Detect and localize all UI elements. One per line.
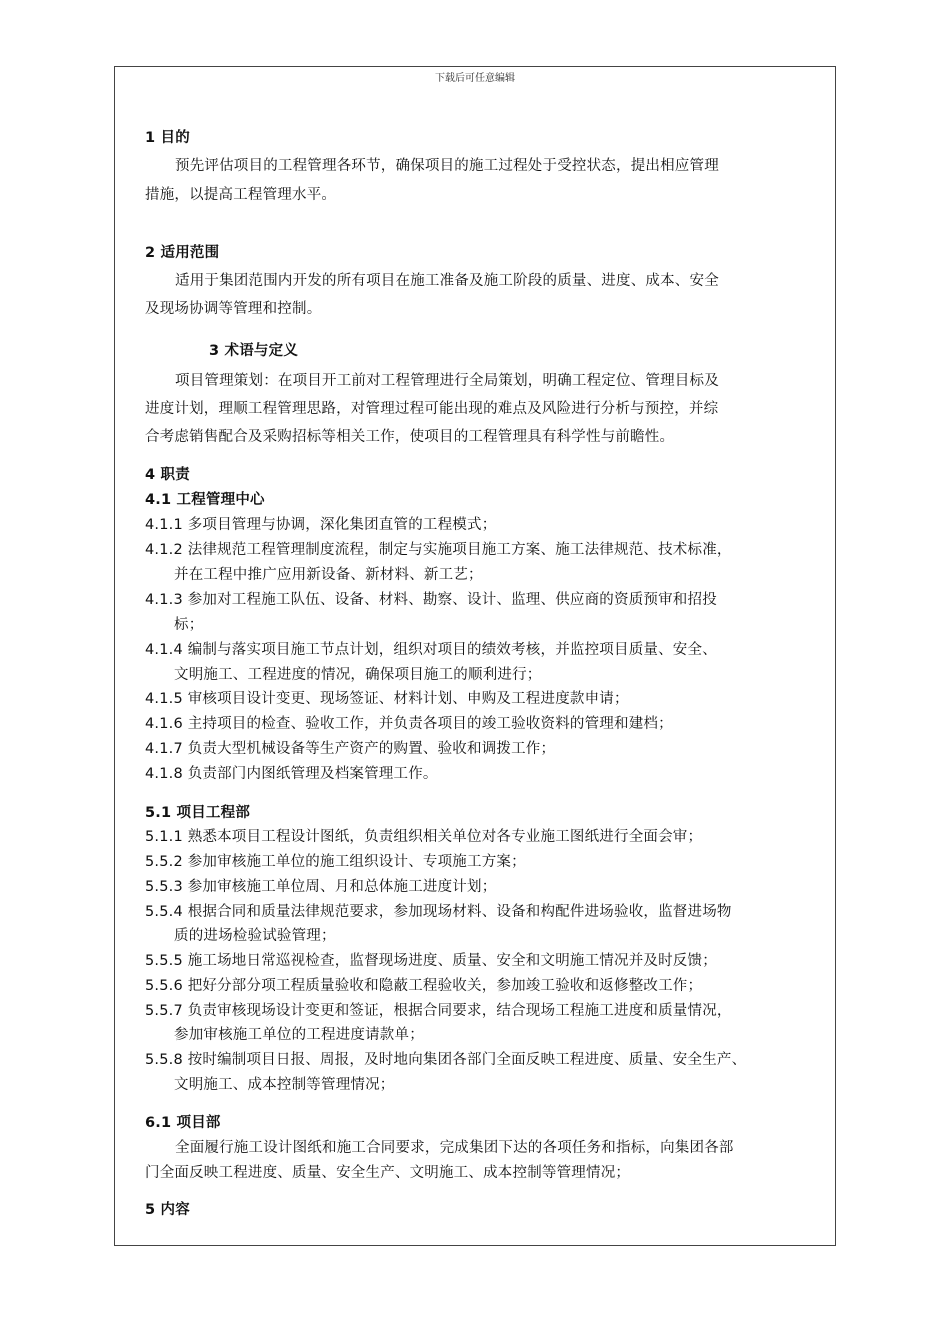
list-item: 5.1.1 熟悉本项目工程设计图纸，负责组织相关单位对各专业施工图纸进行全面会审； (145, 829, 703, 845)
section-6-para-line1: 全面履行施工设计图纸和施工合同要求，完成集团下达的各项任务和指标，向集团各部 (175, 1140, 734, 1156)
list-item: 4.1.4 编制与落实项目施工节点计划，组织对项目的绩效考核，并监控项目质量、安全、 (145, 642, 717, 658)
section-2-para-line1: 适用于集团范围内开发的所有项目在施工准备及施工阶段的质量、进度、成本、安全 (175, 273, 719, 289)
list-item: 5.5.8 按时编制项目日报、周报，及时地向集团各部门全面反映工程进度、质量、安全生产、 (145, 1052, 747, 1068)
list-item: 5.5.2 参加审核施工单位的施工组织设计、专项施工方案； (145, 854, 526, 870)
section-6-para-line2: 门全面反映工程进度、质量、安全生产、文明施工、成本控制等管理情况； (145, 1165, 631, 1181)
section-2-title: 2 适用范围 (145, 245, 220, 261)
list-item-cont: 文明施工、成本控制等管理情况； (174, 1077, 395, 1093)
section-4-1-title: 4.1 工程管理中心 (145, 492, 265, 508)
section-3-para-line1: 项目管理策划：在项目开工前对工程管理进行全局策划，明确工程定位、管理目标及 (175, 373, 719, 389)
list-item: 4.1.3 参加对工程施工队伍、设备、材料、勘察、设计、监理、供应商的资质预审和招投 (145, 592, 717, 608)
list-item-cont: 质的进场检验试验管理； (174, 928, 336, 944)
list-item: 4.1.2 法律规范工程管理制度流程，制定与实施项目施工方案、施工法律规范、技术标准， (145, 542, 732, 558)
section-1-para-line1: 预先评估项目的工程管理各环节，确保项目的施工过程处于受控状态，提出相应管理 (175, 158, 719, 174)
section-2-para-line2: 及现场协调等管理和控制。 (145, 301, 322, 317)
list-item: 4.1.1 多项目管理与协调，深化集团直管的工程模式； (145, 517, 497, 533)
list-item: 4.1.6 主持项目的检查、验收工作，并负责各项目的竣工验收资料的管理和建档； (145, 716, 673, 732)
list-item: 4.1.5 审核项目设计变更、现场签证、材料计划、申购及工程进度款申请； (145, 691, 629, 707)
section-3-para-line3: 合考虑销售配合及采购招标等相关工作，使项目的工程管理具有科学性与前瞻性。 (145, 429, 675, 445)
list-item-cont: 文明施工、工程进度的情况，确保项目施工的顺利进行； (174, 667, 542, 683)
list-item: 5.5.7 负责审核现场设计变更和签证，根据合同要求，结合现场工程施工进度和质量情况， (145, 1003, 732, 1019)
list-item-cont: 参加审核施工单位的工程进度请款单； (174, 1027, 424, 1043)
list-item: 5.5.4 根据合同和质量法律规范要求，参加现场材料、设备和构配件进场验收，监督进场物 (145, 904, 732, 920)
document-frame (114, 66, 836, 1246)
list-item-cont: 标； (174, 617, 204, 633)
section-3-para-line2: 进度计划，理顺工程管理思路，对管理过程可能出现的难点及风险进行分析与预控，并综 (145, 401, 719, 417)
section-1-title: 1 目的 (145, 130, 190, 146)
list-item: 4.1.7 负责大型机械设备等生产资产的购置、验收和调拨工作； (145, 741, 556, 757)
section-3-title: 3 术语与定义 (209, 343, 299, 359)
header-note: 下载后可任意编辑 (435, 73, 515, 84)
section-1-para-line2: 措施，以提高工程管理水平。 (145, 187, 337, 203)
list-item: 5.5.6 把好分部分项工程质量验收和隐蔽工程验收关，参加竣工验收和返修整改工作； (145, 978, 703, 994)
section-4-title: 4 职责 (145, 467, 190, 483)
list-item-cont: 并在工程中推广应用新设备、新材料、新工艺； (174, 567, 483, 583)
section-6-1-title: 6.1 项目部 (145, 1115, 221, 1131)
section-5-content-title: 5 内容 (145, 1202, 190, 1218)
list-item: 4.1.8 负责部门内图纸管理及档案管理工作。 (145, 766, 438, 782)
section-5-1-title: 5.1 项目工程部 (145, 805, 251, 821)
list-item: 5.5.3 参加审核施工单位周、月和总体施工进度计划； (145, 879, 497, 895)
list-item: 5.5.5 施工场地日常巡视检查，监督现场进度、质量、安全和文明施工情况并及时反馈； (145, 953, 717, 969)
